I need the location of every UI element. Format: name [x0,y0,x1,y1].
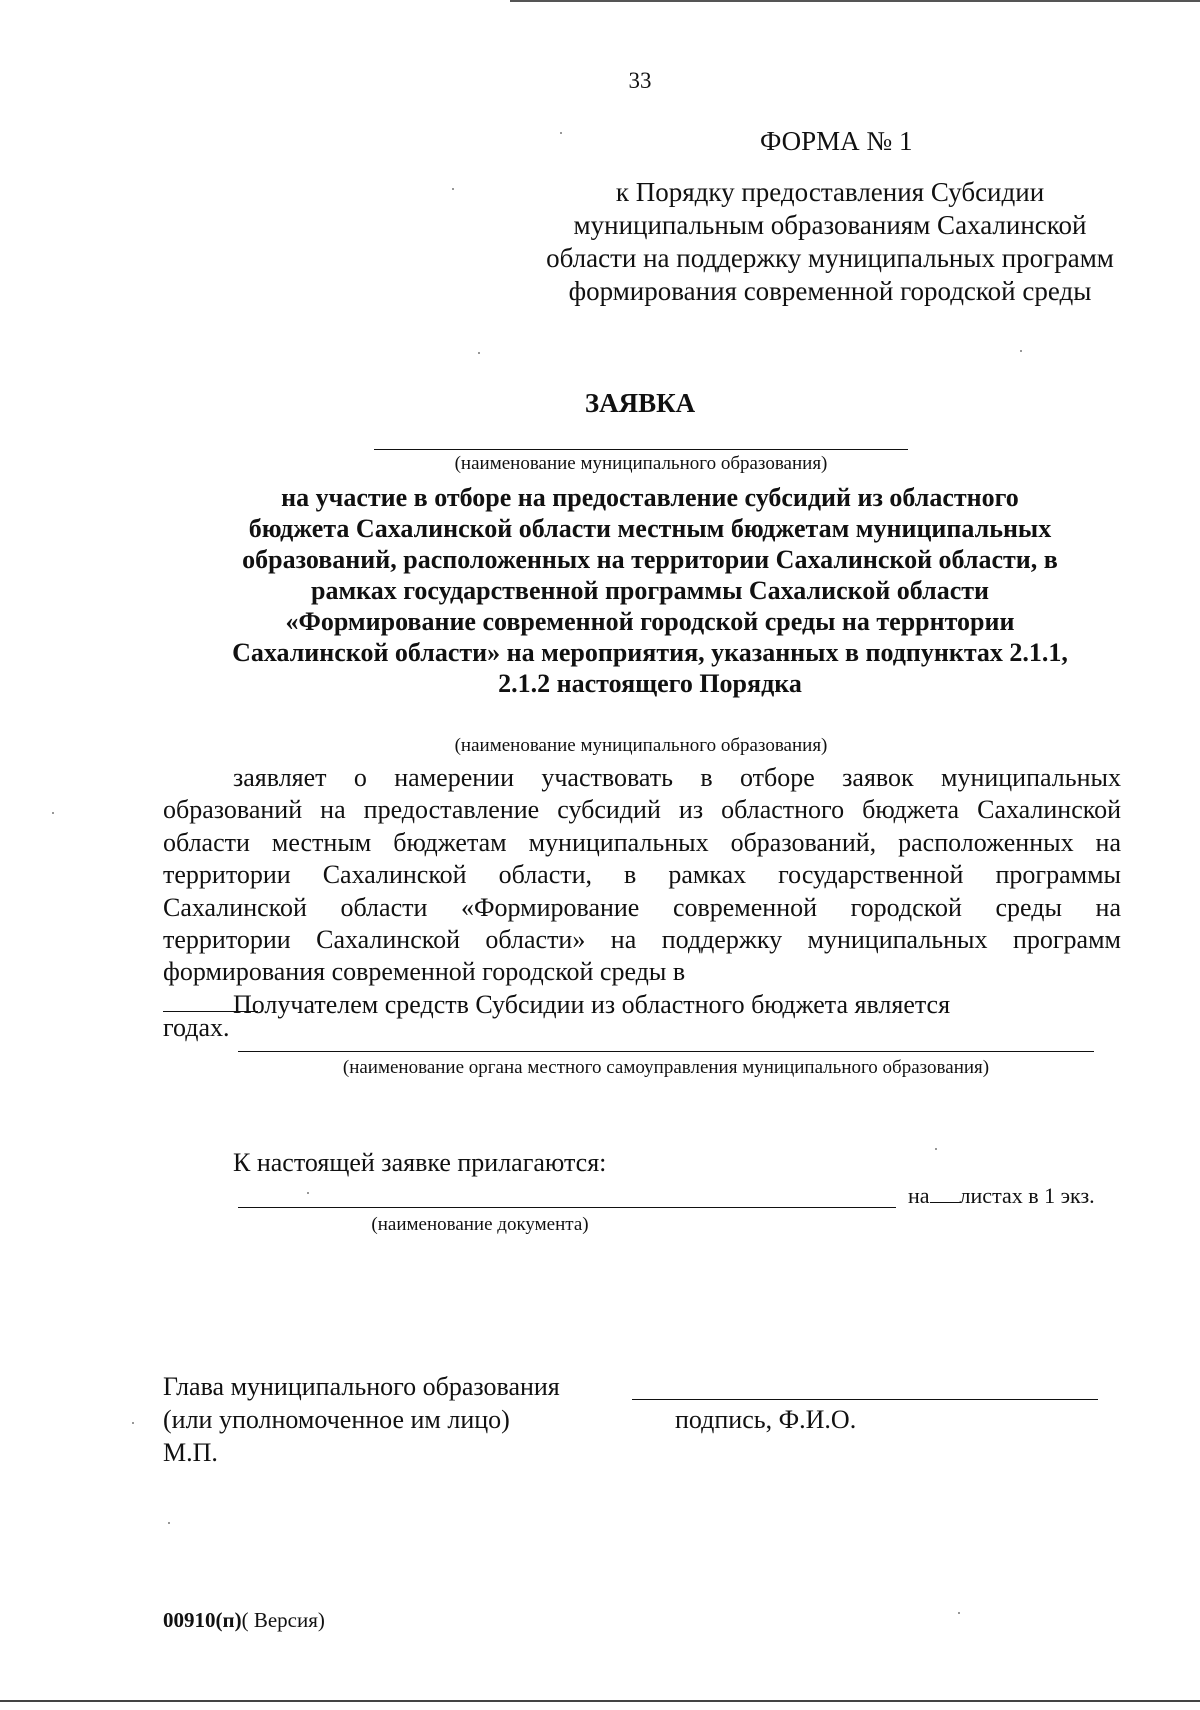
scan-speck [560,132,562,134]
appendix-reference [530,176,1130,308]
authority-caption: (наименование органа местного самоуправления муниципального образования) [342,1057,990,1078]
document-caption: (наименование документа) [371,1214,589,1235]
appendix-line: формирования современной городской среды [568,276,1092,306]
subject-line: «Формирование современной городской среды на террнтории [285,607,1015,636]
subject-line: образований, расположенных на территории Сахалинской области, в [242,545,1058,574]
attachments-label: К настоящей заявке прилагаются: [233,1148,607,1177]
statement-line: заявляет о намерении участвовать в отборе заявок муниципальных [233,763,1121,792]
signature-line[interactable] [632,1399,1098,1400]
signature-caption: подпись, Ф.И.О. [675,1405,857,1434]
scan-speck [478,352,480,354]
statement-line: территории Сахалинской области» на поддержку муниципальных программ [163,925,1121,955]
scan-speck [132,1422,134,1424]
footer-code-id: 00910(п) [163,1608,242,1632]
head-line: Глава муниципального образования [163,1372,560,1401]
scan-speck [452,188,454,190]
municipality-caption-2: (наименование муниципального образования) [454,735,828,756]
appendix-line: к Порядку предоставления Субсидии [615,177,1045,207]
scan-speck [958,1612,960,1614]
scan-speck [168,1522,170,1524]
subject-line: бюджета Сахалинской области местным бюджетам муниципальных [248,514,1052,543]
scan-bottom-edge [0,1700,1200,1702]
sheets-prefix: на [908,1183,930,1208]
sheets-count [908,1183,1095,1209]
form-title: ФОРМА № 1 [760,126,913,156]
document-name-line[interactable] [238,1207,896,1208]
subject-line: Сахалинской области» на мероприятия, указанных в подпунктах 2.1.1, [232,638,1068,667]
subject-line: 2.1.2 настоящего Порядка [498,669,802,698]
subject-line: на участие в отборе на предоставление субсидий из областного [281,483,1019,512]
statement-line: Сахалинской области «Формирование современной городской среды на [163,892,1121,922]
document-title: ЗАЯВКА [584,388,696,418]
head-line: М.П. [163,1438,218,1467]
sheets-suffix: листах в 1 экз. [959,1183,1095,1208]
statement-line: территории Сахалинской области, в рамках государственной программы [163,860,1121,890]
footer-code-version: ( Версия) [241,1608,325,1632]
page-number: 33 [628,68,652,93]
scan-speck [935,1148,937,1150]
authority-name-line[interactable] [238,1051,1094,1052]
years-suffix: годах. [163,1012,230,1042]
scan-speck [52,812,54,814]
recipient-statement: Получателем средств Субсидии из областного бюджета является [233,990,951,1019]
scan-top-edge [510,0,1200,2]
application-subject [150,482,1150,699]
head-of-municipality [163,1370,560,1469]
municipality-caption-1: (наименование муниципального образования) [454,453,828,474]
footer-code [163,1608,325,1633]
statement-line: области местным бюджетам муниципальных образований, расположенных на [163,827,1121,857]
scan-speck [1020,350,1022,352]
statement-line: образований на предоставление субсидий из областного бюджета Сахалинской [163,795,1121,825]
sheets-count-field[interactable] [930,1184,960,1203]
appendix-line: области на поддержку муниципальных программ [546,243,1114,273]
scan-speck [307,1192,309,1194]
years-prefix: формирования современной городской среды в [163,957,686,987]
municipality-name-line-1 [374,449,908,450]
head-line: (или уполномоченное им лицо) [163,1405,510,1434]
appendix-line: муниципальным образованиям Сахалинской [573,210,1087,240]
subject-line: рамках государственной программы Сахалиской области [311,576,989,605]
